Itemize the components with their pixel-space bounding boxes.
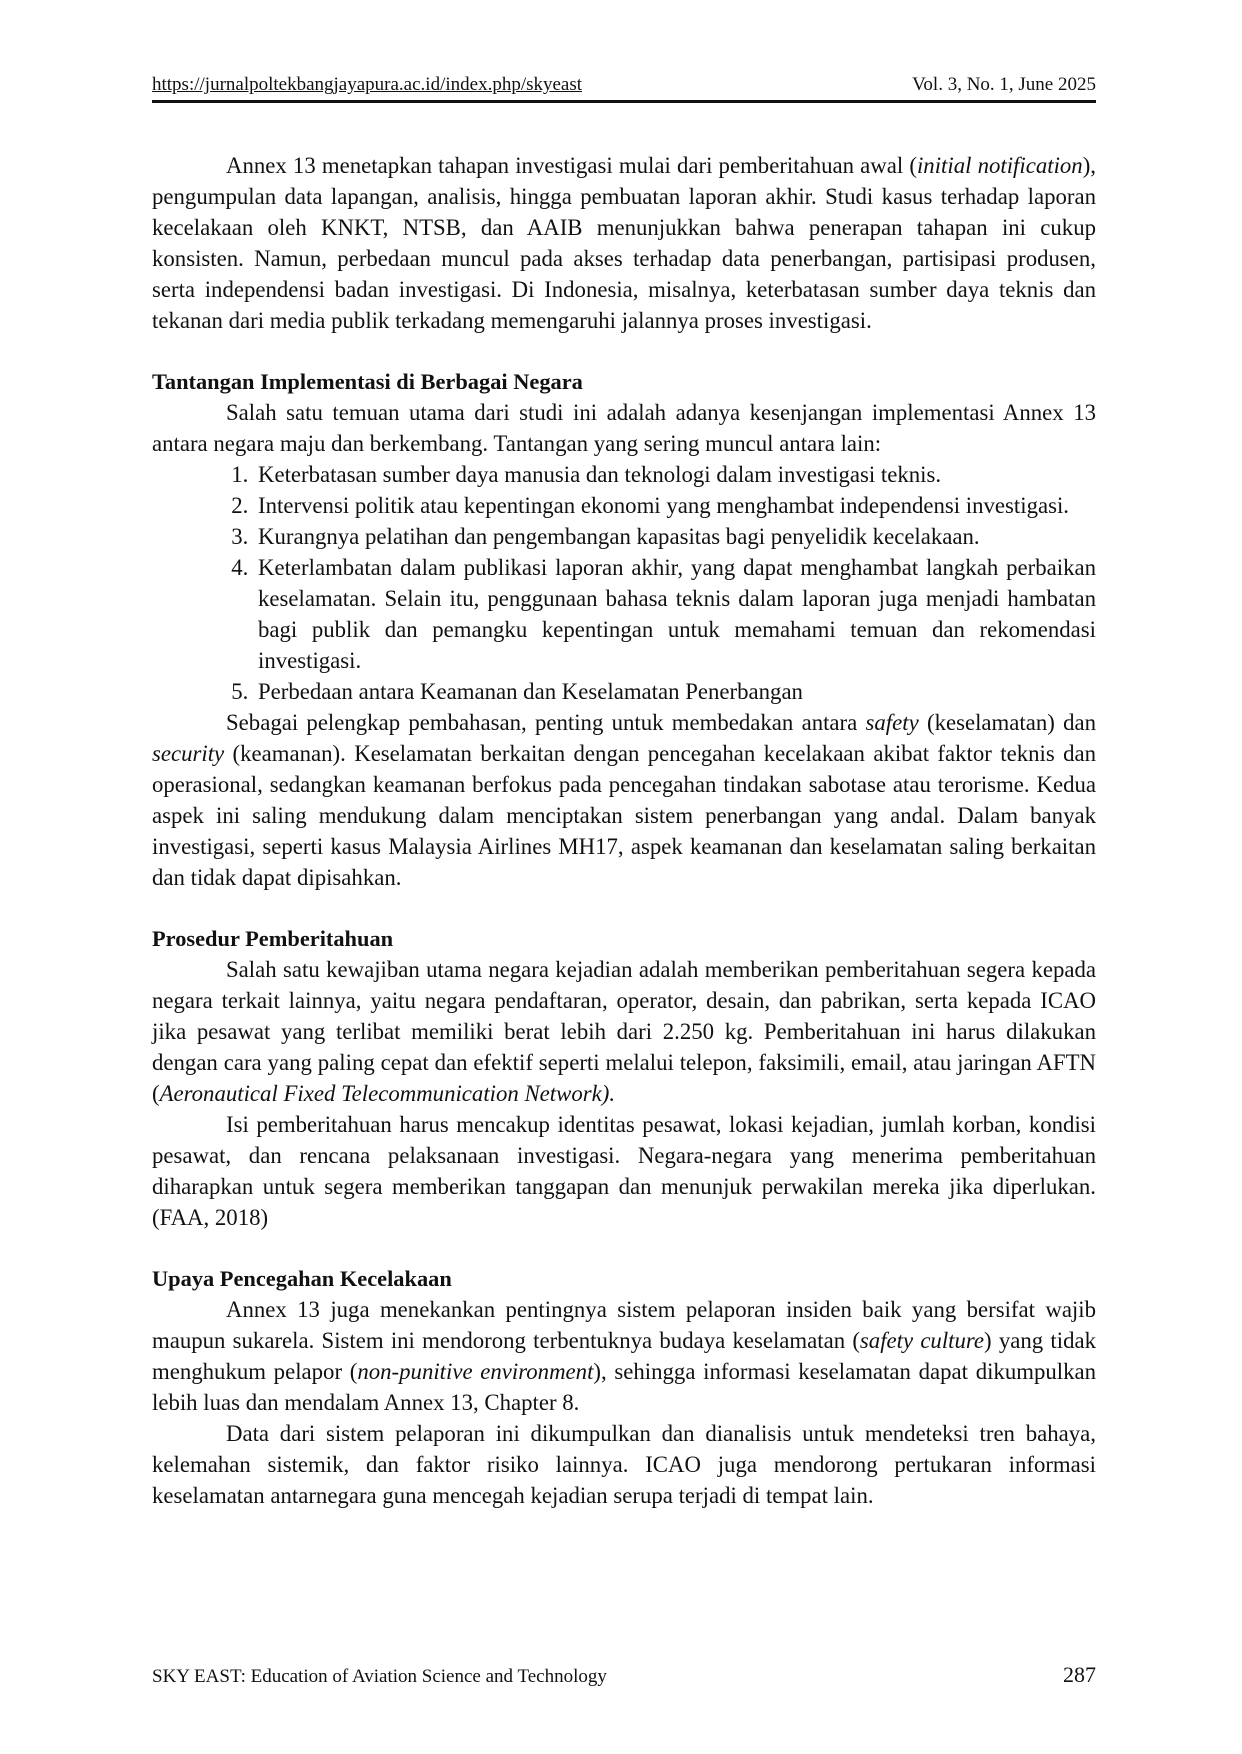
section-paragraph: Isi pemberitahuan harus mencakup identitas pesawat, lokasi kejadian, jumlah korban, kondisi pesawat, dan rencana pelaksanaan investigasi. Negara-negara yang menerima pemberitahuan diharapkan untuk segera memberikan tanggapan dan menunjuk perwakilan mereka jika diperlukan. (FAA, 2018) xyxy=(152,1112,1096,1230)
challenges-list xyxy=(152,459,1096,707)
text-span: Annex 13 menetapkan tahapan investigasi mulai dari pemberitahuan awal ( xyxy=(226,153,917,178)
section-heading-upaya: Upaya Pencegahan Kecelakaan xyxy=(152,1266,452,1291)
italic-term: safety culture xyxy=(859,1328,985,1353)
text-span: ), sehingga informasi keselamatan dapat dikumpulkan lebih luas dan mendalam Annex 13, Chapter 8. xyxy=(152,1359,1097,1415)
volume-info: Vol. 3, No. 1, June 2025 xyxy=(912,74,1096,95)
journal-url-link[interactable]: https://jurnalpoltekbangjayapura.ac.id/index.php/skyeast xyxy=(152,74,583,95)
list-item: 3. Kurangnya pelatihan dan pengembangan kapasitas bagi penyelidik kecelakaan. xyxy=(254,521,1096,552)
intro-paragraph xyxy=(152,150,1096,336)
text-span: (keamanan). Keselamatan berkaitan dengan pencegahan kecelakaan akibat faktor teknis dan operasional, sedangkan keamanan berfokus pada pencegahan tindakan sabotase atau terorisme. Kedua aspek ini saling mendukung dalam menciptakan sistem penerbangan yang andal. Dalam banyak investigasi, seperti kasus Malaysia Airlines MH17, aspek keamanan dan keselamatan saling berkaitan dan tidak dapat dipisahkan. xyxy=(152,741,1096,890)
italic-term: non-punitive environment xyxy=(357,1359,594,1384)
section-paragraph: Data dari sistem pelaporan ini dikumpulkan dan dianalisis untuk mendeteksi tren bahaya, kelemahan sistemik, dan faktor risiko lainnya. ICAO juga mendorong pertukaran informasi keselamatan antarnegara guna mencegah kejadian serupa terjadi di tempat lain. xyxy=(152,1421,1096,1508)
section-heading-prosedur: Prosedur Pemberitahuan xyxy=(152,926,394,951)
italic-term: safety xyxy=(865,710,919,735)
section-paragraph xyxy=(152,954,1096,1109)
italic-term: Aeronautical Fixed Telecommunication Network). xyxy=(159,1081,616,1106)
italic-term: security xyxy=(152,741,225,766)
section-paragraph: Salah satu temuan utama dari studi ini adalah adanya kesenjangan implementasi Annex 13 antara negara maju dan berkembang. Tantangan yang sering muncul antara lain: xyxy=(152,400,1096,456)
page-number: 287 xyxy=(1063,1662,1096,1687)
list-item: 1. Keterbatasan sumber daya manusia dan teknologi dalam investigasi teknis. xyxy=(254,459,1096,490)
body-content xyxy=(152,150,1096,1511)
text-span: Sebagai pelengkap pembahasan, penting untuk membedakan antara xyxy=(226,710,866,735)
list-item: 5. Perbedaan antara Keamanan dan Keselamatan Penerbangan xyxy=(254,676,1096,707)
page-footer xyxy=(152,1662,1096,1688)
text-span: Salah satu kewajiban utama negara kejadian adalah memberikan pemberitahuan segera kepada negara terkait lainnya, yaitu negara pendaftaran, operator, desain, dan pabrikan, serta kepada ICAO jika pesawat yang terlibat memiliki berat lebih dari 2.250 kg. Pemberitahuan ini harus dilakukan dengan cara yang paling cepat dan efektif seperti melalui telepon, faksimili, email, atau jaringan AFTN ( xyxy=(152,957,1096,1106)
italic-term: initial notification xyxy=(916,153,1083,178)
text-span: Annex 13 juga menekankan pentingnya sistem pelaporan insiden baik yang bersifat wajib maupun sukarela. Sistem ini mendorong terbentuknya budaya keselamatan ( xyxy=(152,1297,1096,1353)
page-header xyxy=(152,74,1096,103)
list-item: 2. Intervensi politik atau kepentingan ekonomi yang menghambat independensi investigasi. xyxy=(254,490,1096,521)
text-span: ) yang tidak menghukum pelapor ( xyxy=(152,1328,1096,1384)
section-paragraph xyxy=(152,707,1096,893)
section-heading-tantangan: Tantangan Implementasi di Berbagai Negara xyxy=(152,369,583,394)
journal-name: SKY EAST: Education of Aviation Science and Technology xyxy=(152,1666,607,1687)
text-span: (keselamatan) dan xyxy=(918,710,1096,735)
section-paragraph xyxy=(152,1294,1096,1418)
text-span: ), pengumpulan data lapangan, analisis, hingga pembuatan laporan akhir. Studi kasus terhadap laporan kecelakaan oleh KNKT, NTSB, dan AAIB menunjukkan bahwa penerapan tahapan ini cukup konsisten. Namun, perbedaan muncul pada akses terhadap data penerbangan, partisipasi produsen, serta independensi badan investigasi. Di Indonesia, misalnya, keterbatasan sumber daya teknis dan tekanan dari media publik terkadang memengaruhi jalannya proses investigasi. xyxy=(152,153,1097,333)
list-item: 4. Keterlambatan dalam publikasi laporan akhir, yang dapat menghambat langkah perbaikan keselamatan. Selain itu, penggunaan bahasa teknis dalam laporan juga menjadi hambatan bagi publik dan pemangku kepentingan untuk memahami temuan dan rekomendasi investigasi. xyxy=(254,552,1096,676)
